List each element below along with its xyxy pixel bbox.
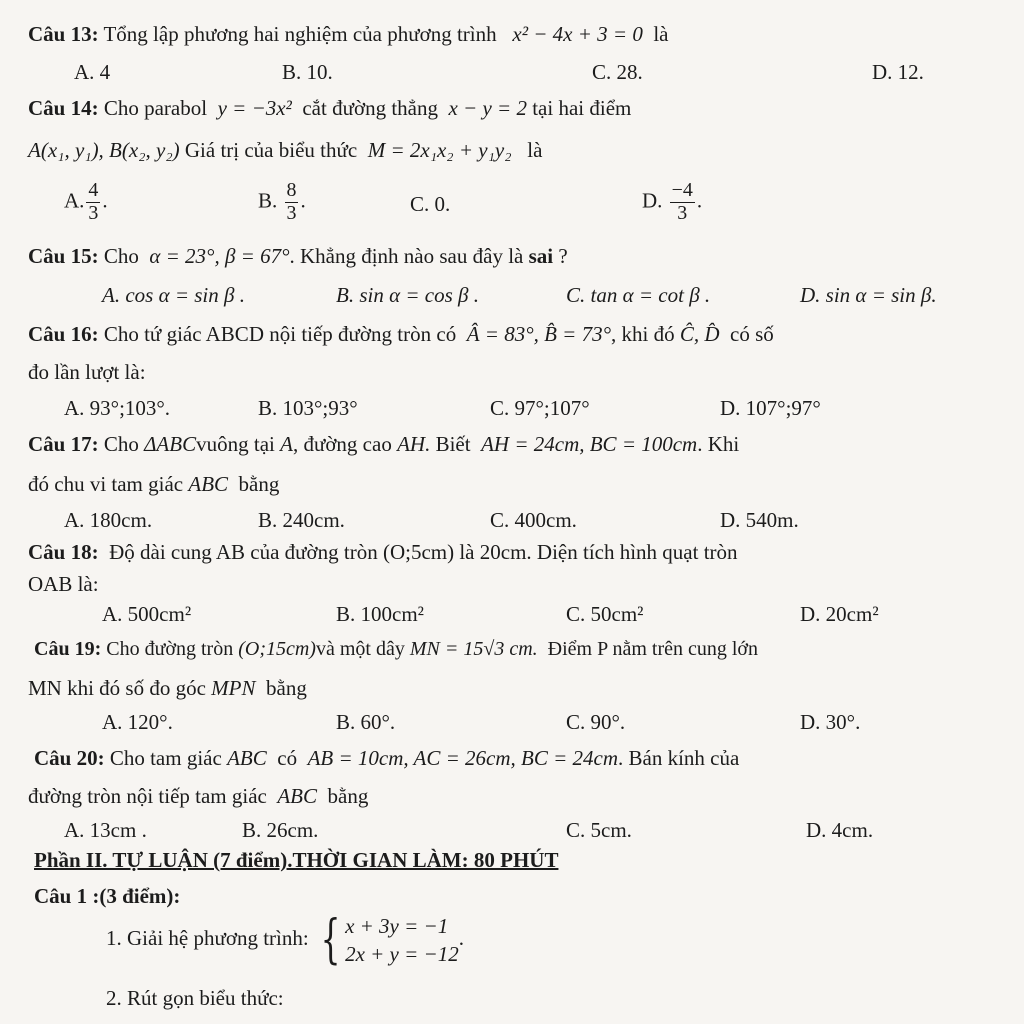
question-19-line2 [28, 676, 307, 700]
question-label: Câu 13: [28, 22, 99, 46]
question-15 [28, 244, 568, 268]
altitude: AH. [397, 432, 431, 456]
q17-option-a: A. 180cm. [64, 508, 153, 532]
question-text: Cho đường tròn [106, 638, 234, 660]
fraction-numerator: 4 [88, 179, 99, 201]
q19-option-a: A. 120°. [102, 710, 173, 734]
q14-option-b: B. $\frac{8}{3}$ . [258, 179, 306, 224]
chord: MN = 15√3 cm. [409, 638, 538, 660]
question-text: bằng [327, 784, 369, 808]
triangle: ΔABC [144, 432, 197, 456]
question-text: Độ dài cung AB của đường tròn (O;5cm) là 20cm. Diện tích hình quạt tròn [109, 540, 738, 564]
q18-option-a: A. 500cm² [102, 602, 192, 626]
option-prefix: A. [64, 188, 85, 213]
essay-item-2: 2. Rút gọn biểu thức: [106, 986, 284, 1010]
brace-icon: { [320, 910, 341, 971]
angle: MPN [211, 676, 256, 700]
essay-question-1-label: Câu 1 :(3 điểm): [34, 884, 181, 908]
condition: Â = 83°, B̂ = 73° [466, 322, 611, 346]
condition: α = 23°, β = 67° [149, 244, 290, 268]
question-text: đó chu vi tam giác [28, 472, 184, 496]
question-text: Cho [103, 244, 139, 268]
q20-option-b: B. 26cm. [242, 818, 319, 842]
q18-option-c: C. 50cm² [566, 602, 644, 626]
q15-option-c: C. tan α = cot β . [566, 283, 711, 307]
fraction-denominator: 3 [677, 201, 688, 224]
question-text: , đường cao [292, 432, 392, 456]
question-text: cắt đường thẳng [302, 96, 438, 120]
item-tail: . [458, 926, 464, 951]
question-text: . Bán kính của [618, 746, 740, 770]
fraction-numerator: 8 [286, 179, 297, 201]
q19-option-b: B. 60°. [336, 710, 396, 734]
question-label: Câu 20: [34, 746, 105, 770]
q15-option-d: D. sin α = sin β. [800, 283, 937, 307]
question-20 [34, 746, 739, 770]
question-19 [34, 638, 758, 661]
q17-option-c: C. 400cm. [490, 508, 577, 532]
q14-option-a: A. $\frac{4}{3}$ . [64, 179, 108, 224]
q19-option-d: D. 30°. [800, 710, 861, 734]
question-text: vuông tại [196, 432, 275, 456]
question-text: MN khi đó số đo góc [28, 676, 206, 700]
item-text: 1. Giải hệ phương trình: [106, 926, 309, 951]
q20-option-c: C. 5cm. [566, 818, 632, 842]
question-17 [28, 432, 739, 456]
question-label: Câu 19: [34, 638, 102, 660]
question-text: Biết [435, 432, 471, 456]
question-tail: ? [558, 244, 568, 268]
triangle: ABC [277, 784, 318, 808]
question-text: Tổng lập phương hai nghiệm của phương trình [103, 22, 497, 46]
q17-option-d: D. 540m. [720, 508, 799, 532]
q16-option-a: A. 93°;103°. [64, 396, 171, 420]
condition: AB = 10cm, AC = 26cm, BC = 24cm [307, 746, 618, 770]
q20-option-a: A. 13cm . [64, 818, 147, 842]
q13-option-d: D. 12. [872, 60, 924, 84]
question-text: bằng [238, 472, 280, 496]
q19-option-c: C. 90°. [566, 710, 626, 734]
q20-option-d: D. 4cm. [806, 818, 874, 842]
q16-option-c: C. 97°;107° [490, 396, 590, 420]
triangle: ABC [188, 472, 229, 496]
q16-option-d: D. 107°;97° [720, 396, 821, 420]
q18-option-b: B. 100cm² [336, 602, 424, 626]
equation-system [314, 912, 459, 969]
question-17-line2 [28, 472, 279, 496]
question-text: và một dây [315, 638, 405, 660]
question-text: tại hai điểm [532, 96, 632, 120]
question-text: Cho tam giác [109, 746, 222, 770]
question-tail: là [653, 22, 669, 46]
question-tail: là [527, 138, 543, 162]
question-text: Cho [103, 432, 139, 456]
question-text: Giá trị của biểu thức [184, 138, 358, 162]
question-18 [28, 540, 738, 564]
line-equation: x − y = 2 [448, 96, 527, 120]
question-label: Câu 16: [28, 322, 99, 346]
circle: (O;15cm) [238, 638, 316, 660]
system-equation-1: x + 3y = −1 [345, 914, 449, 938]
question-label: Câu 14: [28, 96, 99, 120]
q16-option-b: B. 103°;93° [258, 396, 358, 420]
question-label: Câu 18: [28, 540, 99, 564]
option-prefix: D. [642, 188, 663, 213]
question-label: Câu 15: [28, 244, 99, 268]
fraction-denominator: 3 [286, 201, 297, 224]
emphasis-word: sai [528, 244, 554, 268]
triangle: ABC [227, 746, 267, 770]
q13-option-b: B. 10. [282, 60, 333, 84]
question-text: Điểm P nằm trên cung lớn [547, 638, 758, 660]
q13-option-c: C. 28. [592, 60, 643, 84]
parabol-equation: y = −3x² [217, 96, 292, 120]
question-text: Cho tứ giác ABCD nội tiếp đường tròn có [103, 322, 457, 346]
question-16-line2: đo lần lượt là: [28, 360, 146, 384]
question-18-line2: OAB là: [28, 572, 99, 596]
question-text: . Khẳng định nào sau đây là [289, 244, 524, 268]
question-text: Cho parabol [103, 96, 208, 120]
essay-item-1 [106, 912, 464, 969]
question-text: có [277, 746, 298, 770]
angles: Ĉ, D̂ [679, 322, 720, 346]
question-13 [28, 22, 668, 46]
equation: x² − 4x + 3 = 0 [512, 22, 643, 46]
q14-option-d: D. $\frac{-4}{3}$ . [642, 179, 703, 224]
q18-option-d: D. 20cm² [800, 602, 879, 626]
option-prefix: B. [258, 188, 278, 213]
question-text: có số [730, 322, 774, 346]
fraction-denominator: 3 [88, 201, 99, 224]
question-text: . Khi [697, 432, 740, 456]
question-text: bằng [266, 676, 307, 700]
system-equation-2: 2x + y = −12 [345, 942, 459, 967]
q15-option-b: B. sin α = cos β . [336, 283, 479, 307]
question-14-line2 [28, 138, 542, 162]
section-heading: Phần II. TỰ LUẬN (7 điểm).THỜI GIAN LÀM: 80 PHÚT [34, 848, 559, 872]
expression: M = 2x₁x₂ + y₁y₂ [367, 138, 512, 162]
question-20-line2 [28, 784, 368, 808]
q14-option-c: C. 0. [410, 192, 451, 216]
q13-option-a: A. 4 [74, 60, 111, 84]
question-text: , khi đó [611, 322, 675, 346]
question-16 [28, 322, 774, 346]
vertex: A [280, 432, 293, 456]
question-label: Câu 17: [28, 432, 99, 456]
question-text: đường tròn nội tiếp tam giác [28, 784, 267, 808]
q15-option-a: A. cos α = sin β . [102, 283, 245, 307]
q17-option-b: B. 240cm. [258, 508, 345, 532]
fraction-numerator: −4 [671, 179, 693, 201]
condition: AH = 24cm, BC = 100cm [481, 432, 698, 456]
question-14 [28, 96, 631, 120]
points: A(x₁, y₁), B(x₂, y₂) [28, 138, 180, 162]
